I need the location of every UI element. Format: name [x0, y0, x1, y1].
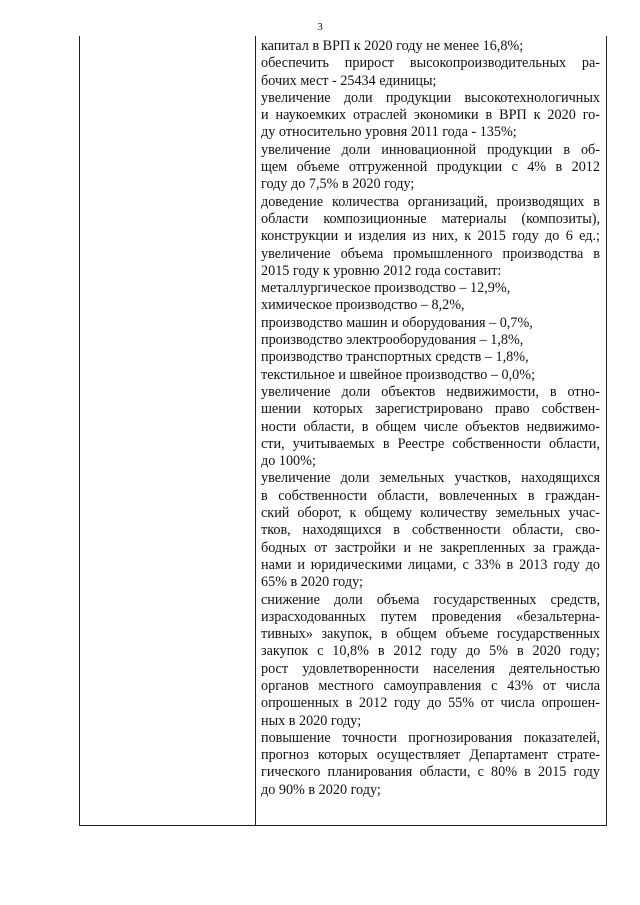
- document-table: [79, 36, 607, 826]
- text-line: гического планирования области, с 80% в 2015 году: [261, 764, 600, 781]
- text-line: ности области, в общем числе объектов недвижимо-: [261, 418, 600, 435]
- text-line: текстильное и швейное производство – 0,0%;: [261, 366, 536, 383]
- text-line: ский оборот, к общему количеству земельных учас-: [261, 505, 600, 522]
- text-line: доведение количества организаций, производящих в: [261, 193, 600, 210]
- text-line: шении которых зарегистрировано право собствен-: [261, 401, 600, 418]
- table-left-cell: [80, 36, 255, 825]
- text-line: увеличение доли инновационной продукции в об-: [261, 141, 600, 158]
- text-line: производство машин и оборудования – 0,7%,: [261, 314, 533, 331]
- page-number: 3: [317, 21, 323, 33]
- text-line: бочих мест - 25434 единицы;: [261, 72, 437, 89]
- text-line: производство электрооборудования – 1,8%,: [261, 332, 524, 349]
- column-divider: [255, 36, 256, 825]
- text-line: обеспечить прирост высокопроизводительных ра-: [261, 55, 600, 72]
- text-line: металлургическое производство – 12,9%,: [261, 280, 511, 297]
- text-line: увеличение объема промышленного производства в: [261, 245, 600, 262]
- text-line: химическое производство – 8,2%,: [261, 297, 465, 314]
- text-line: в собственности области, вовлеченных в граждан-: [261, 487, 600, 504]
- text-line: тивных» закупок, в общем объеме государственных: [261, 626, 600, 643]
- text-line: капитал в ВРП к 2020 году не менее 16,8%;: [261, 38, 524, 54]
- text-line: до 100%;: [261, 453, 316, 470]
- text-line: области композиционные материалы (композиты),: [261, 210, 600, 227]
- text-line: ду относительно уровня 2011 года - 135%;: [261, 124, 517, 141]
- text-line: году до 7,5% в 2020 году;: [261, 176, 415, 193]
- text-line: увеличение доли продукции высокотехнологичных: [261, 89, 600, 106]
- text-line: нами и юридическими лицами, с 33% в 2013 году до: [261, 556, 600, 573]
- text-line: снижение доли объема государственных средств,: [261, 591, 600, 608]
- text-line: до 90% в 2020 году;: [261, 781, 381, 798]
- text-line: бодных от застройки и не закрепленных за гражда-: [261, 539, 600, 556]
- text-line: израсходованных путем проведения «безальтерна-: [261, 608, 600, 625]
- text-line: производство транспортных средств – 1,8%,: [261, 349, 529, 366]
- text-line: органов местного самоуправления с 43% от числа: [261, 677, 600, 694]
- text-line: увеличение доли земельных участков, находящихся: [261, 470, 600, 487]
- text-line: щем объеме отгруженной продукции с 4% в 2012: [261, 159, 600, 176]
- text-line: 2015 году к уровню 2012 года составит:: [261, 262, 502, 279]
- text-line: увеличение доли объектов недвижимости, в отно-: [261, 383, 600, 400]
- text-line: и наукоемких отраслей экономики в ВРП к 2020 го-: [261, 107, 600, 124]
- table-right-cell: [261, 38, 600, 799]
- text-line: 65% в 2020 году;: [261, 574, 363, 591]
- text-line: опрошенных в 2012 году до 55% от числа опрошен-: [261, 695, 600, 712]
- text-line: рост удовлетворенности населения деятельностью: [261, 660, 600, 677]
- text-line: прогноз которых осуществляет Департамент страте-: [261, 747, 600, 764]
- text-line: сти, учитываемых в Реестре собственности области,: [261, 435, 600, 452]
- text-line: тков, находящихся в собственности области, сво-: [261, 522, 600, 539]
- text-line: ных в 2020 году;: [261, 712, 362, 729]
- text-line: конструкции и изделия из них, к 2015 году до 6 ед.;: [261, 228, 600, 245]
- text-line: повышение точности прогнозирования показателей,: [261, 729, 600, 746]
- text-line: закупок с 10,8% в 2012 году до 5% в 2020 году;: [261, 643, 600, 660]
